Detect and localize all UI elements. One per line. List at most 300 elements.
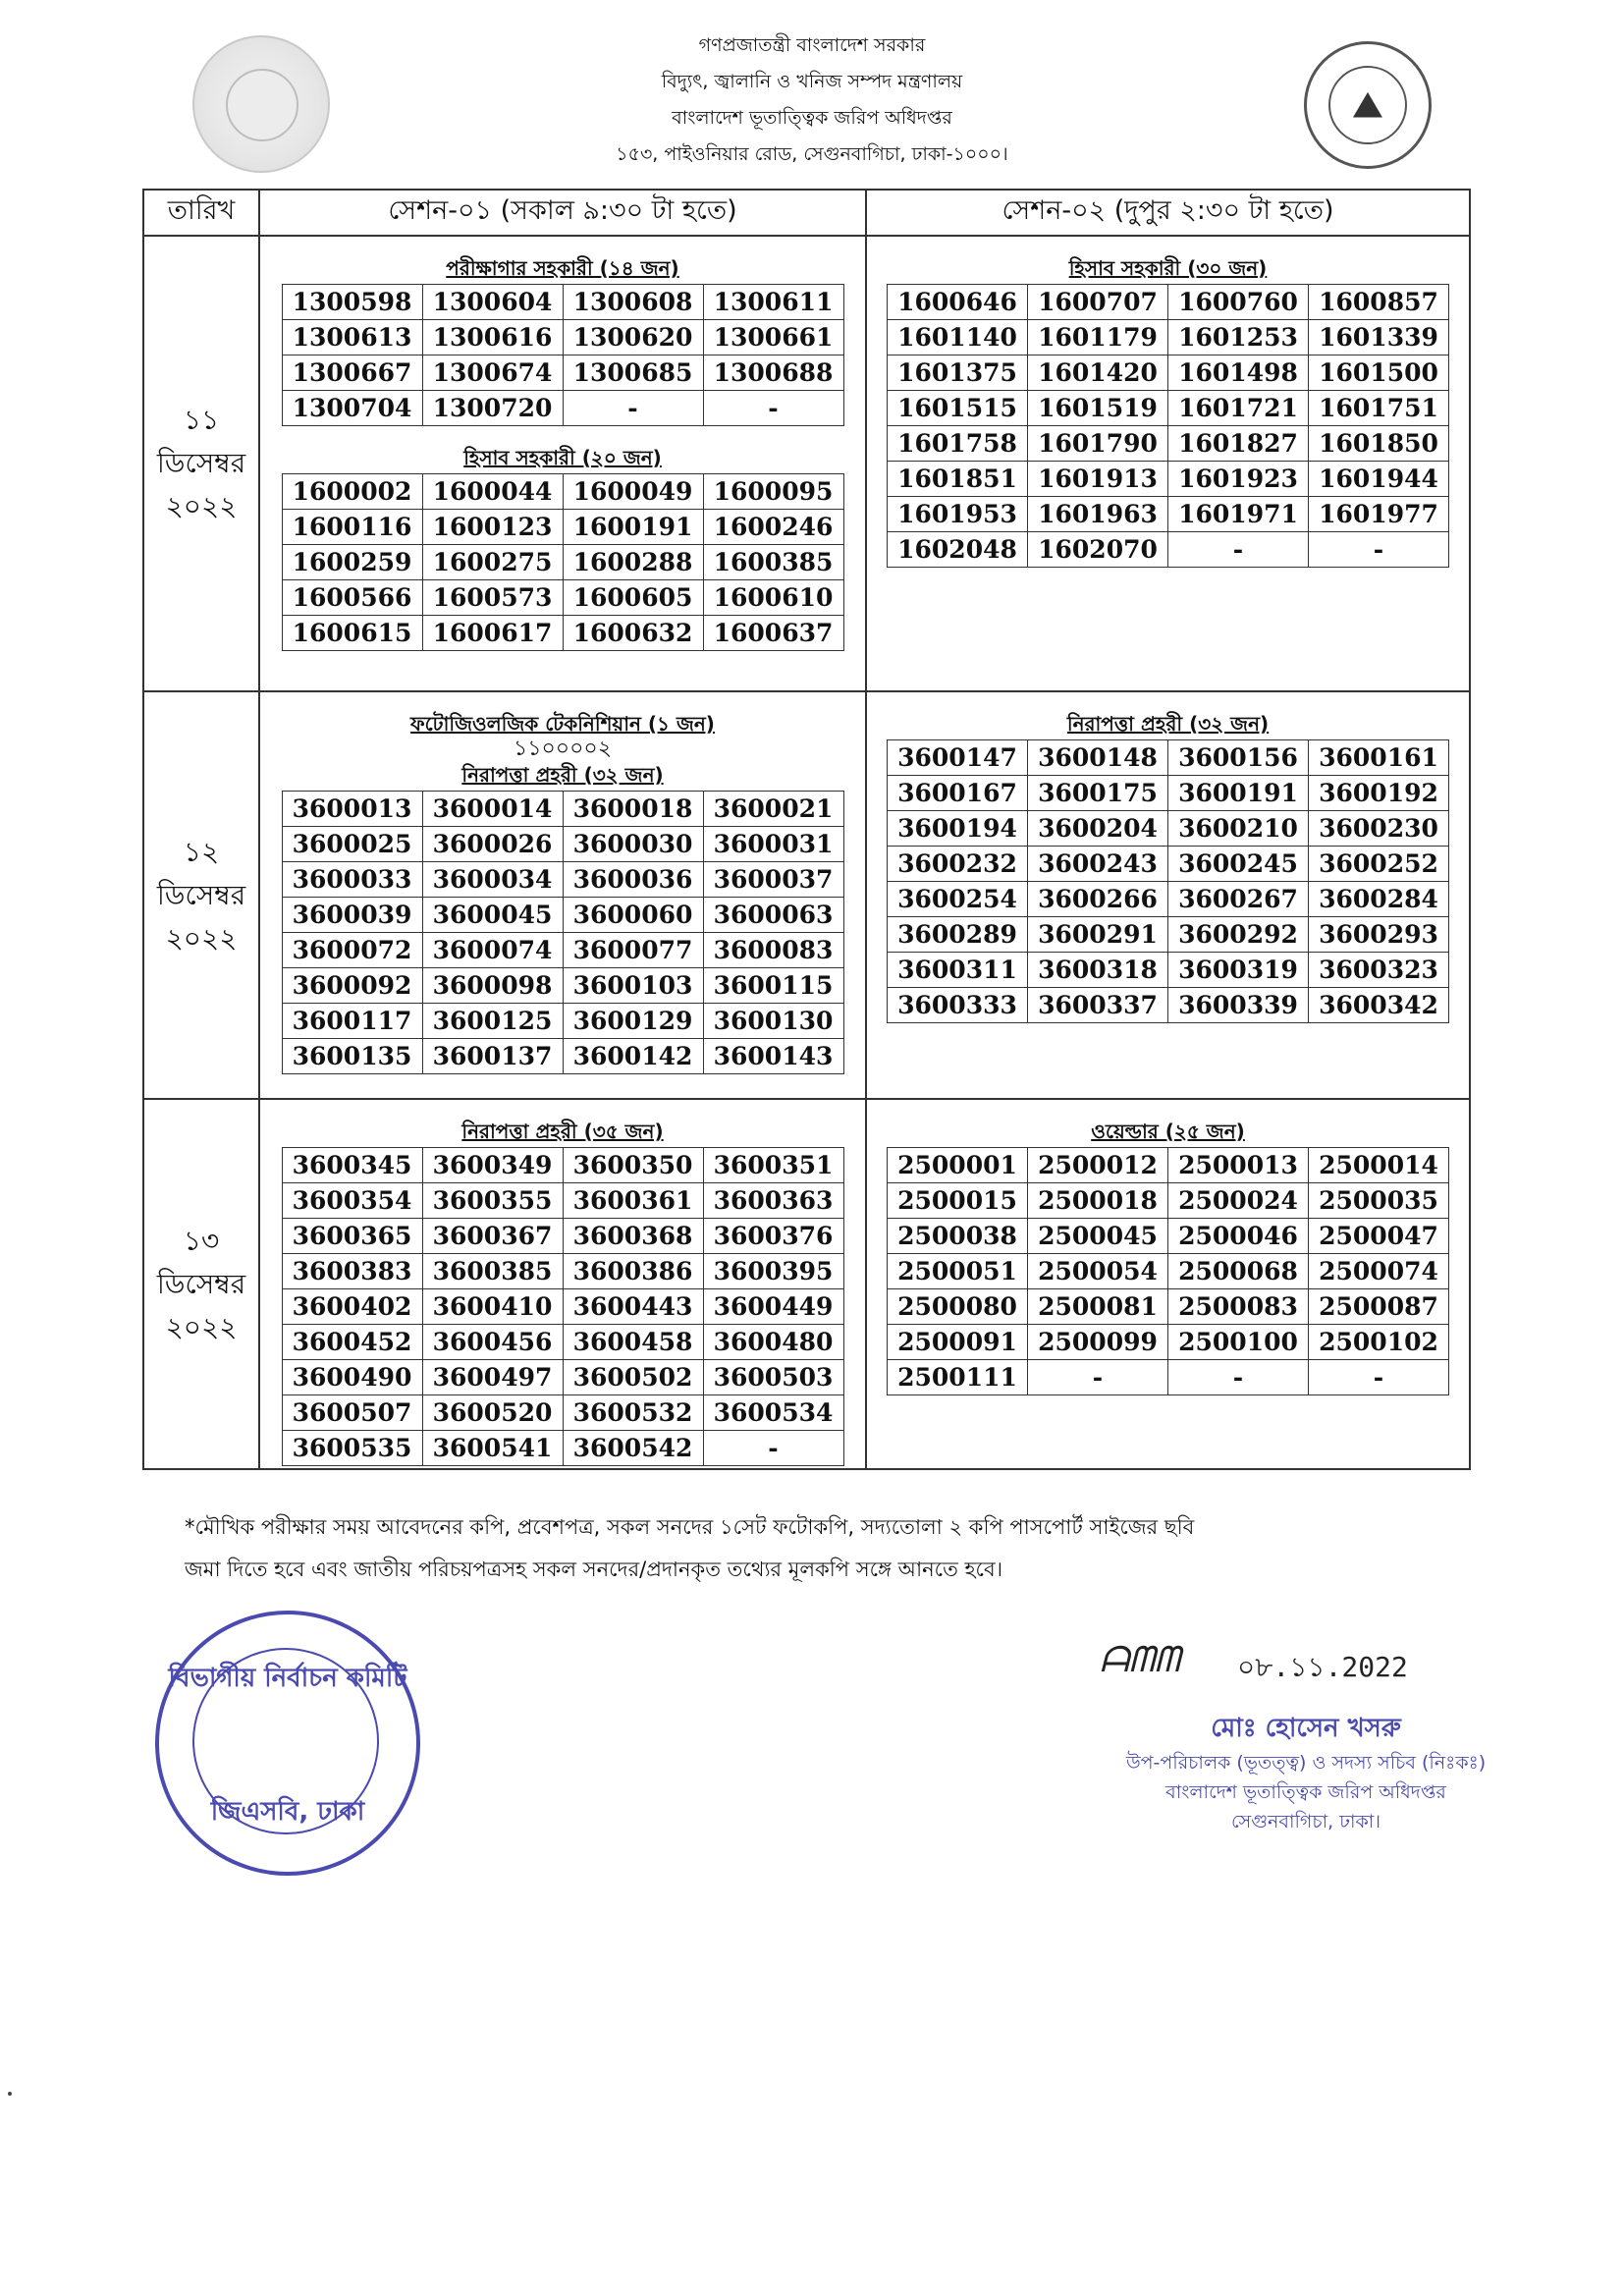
roll-number-cell: 3600532 bbox=[563, 1395, 703, 1431]
roll-number-cell: 3600142 bbox=[563, 1039, 703, 1074]
roll-number-cell: 2500051 bbox=[888, 1254, 1028, 1289]
table-row bbox=[282, 355, 843, 391]
roll-number-cell: 3600083 bbox=[703, 933, 843, 968]
note-line-1: *মৌখিক পরীক্ষার সময় আবেদনের কপি, প্রবেশপত্র, সকল সনদের ১সেট ফটোকপি, সদ্যতোলা ২ কপি পাসপোর্ট সাইজের ছবি bbox=[185, 1515, 1195, 1539]
roll-number-cell: 3600386 bbox=[563, 1254, 703, 1289]
roll-number-cell: 1601519 bbox=[1028, 391, 1168, 426]
gsb-logo: ⛰ bbox=[1304, 41, 1432, 169]
date-cell bbox=[143, 691, 259, 1099]
signatory-city: সেগুনবাগিচা, ঢাকা। bbox=[1230, 1811, 1381, 1832]
session1-cell bbox=[259, 236, 866, 691]
roll-number-cell: 1600123 bbox=[422, 510, 563, 545]
roll-number-cell: 3600143 bbox=[703, 1039, 843, 1074]
roll-number-cell: - bbox=[703, 1431, 843, 1466]
roll-number-cell: 1601140 bbox=[888, 320, 1028, 355]
roll-number-cell: 1601375 bbox=[888, 355, 1028, 391]
table-row bbox=[888, 462, 1449, 497]
roll-number-cell: 1300667 bbox=[282, 355, 422, 391]
roll-number-cell: 3600013 bbox=[282, 792, 422, 827]
header-line-government: গণপ্রজাতন্ত্রী বাংলাদেশ সরকার bbox=[698, 34, 926, 56]
roll-number-cell: 1601971 bbox=[1168, 497, 1309, 532]
roll-number-cell: 2500047 bbox=[1309, 1219, 1449, 1254]
roll-number-cell: 3600319 bbox=[1168, 953, 1309, 988]
roll-number-cell: 1600760 bbox=[1168, 285, 1309, 320]
session1-cell bbox=[259, 1099, 866, 1469]
roll-number-cell: 1602070 bbox=[1028, 532, 1168, 568]
roll-number-cell: 3600103 bbox=[563, 968, 703, 1004]
roll-number-cell: - bbox=[1309, 532, 1449, 568]
date-year: ২০২২ bbox=[165, 921, 238, 955]
roll-number-cell: 2500001 bbox=[888, 1148, 1028, 1183]
post-section bbox=[260, 761, 865, 1074]
roll-number-cell: 1601339 bbox=[1309, 320, 1449, 355]
roll-number-cell: 1300598 bbox=[282, 285, 422, 320]
roll-number-cell: 3600031 bbox=[703, 827, 843, 862]
roll-number-cell: 1600246 bbox=[703, 510, 843, 545]
roll-number-cell: 3600443 bbox=[563, 1289, 703, 1325]
roll-number-cell: 3600345 bbox=[282, 1148, 422, 1183]
signatory-designation: উপ-পরিচালক (ভূতত্ত্ব) ও সদস্য সচিব (নিঃকঃ) bbox=[1125, 1752, 1487, 1774]
column-header-session2: সেশন-০২ (দুপুর ২:৩০ টা হতে) bbox=[866, 190, 1470, 236]
roll-number-cell: 1601977 bbox=[1309, 497, 1449, 532]
roll-number-cell: 3600025 bbox=[282, 827, 422, 862]
roll-number-cell: 3600337 bbox=[1028, 988, 1168, 1023]
roll-number-cell: 3600161 bbox=[1309, 740, 1449, 776]
schedule-row bbox=[143, 1099, 1470, 1469]
roll-number-cell: 3600284 bbox=[1309, 882, 1449, 917]
roll-number-cell: 3600458 bbox=[563, 1325, 703, 1360]
table-row bbox=[282, 1183, 843, 1219]
table-row bbox=[282, 1360, 843, 1395]
post-title: ওয়েল্ডার (২৫ জন) bbox=[1091, 1120, 1245, 1143]
roll-number-cell: 2500111 bbox=[888, 1360, 1028, 1395]
roll-number-cell: 3600266 bbox=[1028, 882, 1168, 917]
roll-number-cell: 3600410 bbox=[422, 1289, 563, 1325]
roll-number-cell: 3600542 bbox=[563, 1431, 703, 1466]
table-row bbox=[282, 580, 843, 616]
table-row bbox=[282, 285, 843, 320]
roll-number-cell: 1300620 bbox=[563, 320, 703, 355]
roll-number-cell: 3600497 bbox=[422, 1360, 563, 1395]
roll-number-cell: 2500035 bbox=[1309, 1183, 1449, 1219]
roll-number-cell: 1601253 bbox=[1168, 320, 1309, 355]
table-row bbox=[282, 1219, 843, 1254]
roll-single: ১১০০০০২ bbox=[513, 737, 613, 761]
table-row bbox=[282, 933, 843, 968]
roll-number-cell: 3600115 bbox=[703, 968, 843, 1004]
roll-number-cell: 1300720 bbox=[422, 391, 563, 426]
roll-number-cell: 1601721 bbox=[1168, 391, 1309, 426]
roll-number-cell: 1600049 bbox=[563, 474, 703, 510]
roll-number-cell: 3600074 bbox=[422, 933, 563, 968]
roll-number-cell: 2500099 bbox=[1028, 1325, 1168, 1360]
table-row bbox=[888, 426, 1449, 462]
roll-number-cell: 3600037 bbox=[703, 862, 843, 898]
header-line-ministry: বিদ্যুৎ, জ্বালানি ও খনিজ সম্পদ মন্ত্রণালয় bbox=[661, 71, 963, 92]
roll-number-cell: 2500074 bbox=[1309, 1254, 1449, 1289]
date-year: ২০২২ bbox=[165, 1310, 238, 1343]
roll-number-cell: 2500068 bbox=[1168, 1254, 1309, 1289]
roll-number-cell: 1600275 bbox=[422, 545, 563, 580]
table-row bbox=[282, 898, 843, 933]
roll-number-cell: 1600615 bbox=[282, 616, 422, 651]
roll-number-cell: 1600259 bbox=[282, 545, 422, 580]
instruction-note bbox=[185, 1506, 1451, 1591]
roll-number-cell: 3600230 bbox=[1309, 811, 1449, 847]
roll-number-cell: 1600116 bbox=[282, 510, 422, 545]
roll-grid bbox=[282, 791, 844, 1074]
table-row bbox=[888, 355, 1449, 391]
roll-number-cell: 3600367 bbox=[422, 1219, 563, 1254]
roll-number-cell: 2500046 bbox=[1168, 1219, 1309, 1254]
scan-speck bbox=[8, 2092, 12, 2096]
roll-number-cell: 3600130 bbox=[703, 1004, 843, 1039]
note-line-2: জমা দিতে হবে এবং জাতীয় পরিচয়পত্রসহ সকল সনদের/প্রদানকৃত তথ্যের মূলকপি সঙ্গে আনতে হবে। bbox=[185, 1558, 1003, 1581]
roll-number-cell: 2500102 bbox=[1309, 1325, 1449, 1360]
table-row bbox=[282, 1289, 843, 1325]
roll-number-cell: 3600232 bbox=[888, 847, 1028, 882]
roll-number-cell: 2500024 bbox=[1168, 1183, 1309, 1219]
roll-number-cell: 1600646 bbox=[888, 285, 1028, 320]
date-month: ডিসেম্বর bbox=[156, 1267, 246, 1300]
roll-number-cell: 1600566 bbox=[282, 580, 422, 616]
table-row bbox=[888, 953, 1449, 988]
roll-number-cell: 3600148 bbox=[1028, 740, 1168, 776]
post-section bbox=[260, 254, 865, 426]
roll-number-cell: 3600490 bbox=[282, 1360, 422, 1395]
roll-number-cell: 2500054 bbox=[1028, 1254, 1168, 1289]
roll-number-cell: 1300613 bbox=[282, 320, 422, 355]
post-title: হিসাব সহকারী (৩০ জন) bbox=[1068, 256, 1268, 280]
roll-number-cell: 3600350 bbox=[563, 1148, 703, 1183]
roll-number-cell: 3600036 bbox=[563, 862, 703, 898]
post-title: পরীক্ষাগার সহকারী (১৪ জন) bbox=[446, 256, 679, 280]
roll-grid bbox=[887, 1147, 1449, 1395]
roll-number-cell: 1601751 bbox=[1309, 391, 1449, 426]
roll-number-cell: 3600125 bbox=[422, 1004, 563, 1039]
roll-number-cell: 3600063 bbox=[703, 898, 843, 933]
table-row bbox=[888, 740, 1449, 776]
roll-number-cell: 3600363 bbox=[703, 1183, 843, 1219]
roll-number-cell: 3600333 bbox=[888, 988, 1028, 1023]
roll-number-cell: 3600267 bbox=[1168, 882, 1309, 917]
roll-number-cell: 3600292 bbox=[1168, 917, 1309, 953]
roll-number-cell: 3600204 bbox=[1028, 811, 1168, 847]
roll-number-cell: 1601913 bbox=[1028, 462, 1168, 497]
roll-number-cell: 3600507 bbox=[282, 1395, 422, 1431]
roll-number-cell: 3600456 bbox=[422, 1325, 563, 1360]
date-day: ১৩ bbox=[183, 1224, 220, 1257]
roll-number-cell: 1601963 bbox=[1028, 497, 1168, 532]
roll-number-cell: 2500045 bbox=[1028, 1219, 1168, 1254]
post-section bbox=[867, 254, 1469, 568]
roll-number-cell: 3600289 bbox=[888, 917, 1028, 953]
roll-number-cell: 3600383 bbox=[282, 1254, 422, 1289]
roll-grid bbox=[282, 284, 844, 426]
roll-number-cell: 1601944 bbox=[1309, 462, 1449, 497]
roll-number-cell: - bbox=[1168, 532, 1309, 568]
date-month: ডিসেম্বর bbox=[156, 447, 246, 479]
roll-number-cell: 1601498 bbox=[1168, 355, 1309, 391]
roll-number-cell: - bbox=[1309, 1360, 1449, 1395]
roll-number-cell: 3600077 bbox=[563, 933, 703, 968]
roll-number-cell: 1600857 bbox=[1309, 285, 1449, 320]
roll-number-cell: 3600014 bbox=[422, 792, 563, 827]
roll-number-cell: 3600147 bbox=[888, 740, 1028, 776]
table-row bbox=[282, 1431, 843, 1466]
roll-number-cell: 1601758 bbox=[888, 426, 1028, 462]
table-row bbox=[888, 1325, 1449, 1360]
table-row bbox=[282, 320, 843, 355]
roll-number-cell: 2500018 bbox=[1028, 1183, 1168, 1219]
roll-number-cell: 1300685 bbox=[563, 355, 703, 391]
roll-number-cell: 1601850 bbox=[1309, 426, 1449, 462]
post-section bbox=[867, 1118, 1469, 1395]
header-line-address: ১৫৩, পাইওনিয়ার রোড, সেগুনবাগিচা, ঢাকা-১০০০। bbox=[616, 143, 1008, 165]
roll-number-cell: 2500015 bbox=[888, 1183, 1028, 1219]
table-row bbox=[888, 847, 1449, 882]
session2-cell bbox=[866, 236, 1470, 691]
table-row bbox=[888, 988, 1449, 1023]
post-title: নিরাপত্তা প্রহরী (৩৫ জন) bbox=[461, 1120, 664, 1143]
roll-grid bbox=[887, 739, 1449, 1023]
table-row bbox=[282, 1254, 843, 1289]
roll-number-cell: 3600167 bbox=[888, 776, 1028, 811]
roll-number-cell: 3600194 bbox=[888, 811, 1028, 847]
roll-number-cell: 3600175 bbox=[1028, 776, 1168, 811]
table-row bbox=[282, 1395, 843, 1431]
roll-number-cell: 3600034 bbox=[422, 862, 563, 898]
roll-number-cell: 1601179 bbox=[1028, 320, 1168, 355]
roll-number-cell: 1600095 bbox=[703, 474, 843, 510]
roll-number-cell: 3600092 bbox=[282, 968, 422, 1004]
date-month: ডিসেম্বর bbox=[156, 878, 246, 911]
roll-number-cell: 2500091 bbox=[888, 1325, 1028, 1360]
roll-number-cell: 3600026 bbox=[422, 827, 563, 862]
roll-number-cell: 3600060 bbox=[563, 898, 703, 933]
roll-number-cell: 1601420 bbox=[1028, 355, 1168, 391]
roll-number-cell: 1300704 bbox=[282, 391, 422, 426]
roll-number-cell: 3600385 bbox=[422, 1254, 563, 1289]
table-row bbox=[282, 1039, 843, 1074]
table-row bbox=[282, 1004, 843, 1039]
post-title: নিরাপত্তা প্রহরী (৩২ জন) bbox=[1066, 712, 1270, 736]
roll-number-cell: 2500080 bbox=[888, 1289, 1028, 1325]
roll-number-cell: 3600355 bbox=[422, 1183, 563, 1219]
stamp-text-top: বিভাগীয় নির্বাচন কমিটি bbox=[168, 1664, 407, 1693]
roll-number-cell: 2500038 bbox=[888, 1219, 1028, 1254]
table-row bbox=[282, 391, 843, 426]
roll-number-cell: 3600339 bbox=[1168, 988, 1309, 1023]
roll-number-cell: 1300661 bbox=[703, 320, 843, 355]
schedule-body bbox=[143, 236, 1470, 1469]
roll-number-cell: 2500012 bbox=[1028, 1148, 1168, 1183]
roll-number-cell: 3600449 bbox=[703, 1289, 843, 1325]
roll-number-cell: - bbox=[563, 391, 703, 426]
roll-number-cell: 3600156 bbox=[1168, 740, 1309, 776]
roll-number-cell: 1602048 bbox=[888, 532, 1028, 568]
date-day: ১১ bbox=[183, 404, 220, 436]
signatory-office: বাংলাদেশ ভূতাত্ত্বিক জরিপ অধিদপ্তর bbox=[1165, 1781, 1446, 1803]
roll-number-cell: 3600252 bbox=[1309, 847, 1449, 882]
table-row bbox=[282, 827, 843, 862]
stamp-text-bottom: জিএসবি, ঢাকা bbox=[210, 1797, 365, 1827]
roll-number-cell: 3600192 bbox=[1309, 776, 1449, 811]
roll-number-cell: 1600288 bbox=[563, 545, 703, 580]
roll-number-cell: 1600605 bbox=[563, 580, 703, 616]
roll-number-cell: 1300674 bbox=[422, 355, 563, 391]
roll-number-cell: 1600191 bbox=[563, 510, 703, 545]
signature-scribble: ᗩᗰᗰ bbox=[1100, 1640, 1180, 1680]
table-row bbox=[282, 862, 843, 898]
roll-number-cell: 1300688 bbox=[703, 355, 843, 391]
table-row bbox=[282, 1148, 843, 1183]
roll-number-cell: 2500013 bbox=[1168, 1148, 1309, 1183]
roll-number-cell: 1600002 bbox=[282, 474, 422, 510]
roll-number-cell: 3600045 bbox=[422, 898, 563, 933]
date-day: ১২ bbox=[183, 835, 220, 868]
table-row bbox=[888, 285, 1449, 320]
roll-number-cell: 3600503 bbox=[703, 1360, 843, 1395]
roll-number-cell: 3600254 bbox=[888, 882, 1028, 917]
session1-cell bbox=[259, 691, 866, 1099]
roll-number-cell: 3600137 bbox=[422, 1039, 563, 1074]
roll-number-cell: 3600535 bbox=[282, 1431, 422, 1466]
roll-number-cell: 1300608 bbox=[563, 285, 703, 320]
roll-number-cell: 2500100 bbox=[1168, 1325, 1309, 1360]
roll-number-cell: 3600191 bbox=[1168, 776, 1309, 811]
roll-number-cell: 3600376 bbox=[703, 1219, 843, 1254]
roll-number-cell: 3600452 bbox=[282, 1325, 422, 1360]
roll-number-cell: 3600534 bbox=[703, 1395, 843, 1431]
roll-number-cell: 1600385 bbox=[703, 545, 843, 580]
date-cell bbox=[143, 236, 259, 691]
roll-number-cell: 1600573 bbox=[422, 580, 563, 616]
roll-number-cell: 3600323 bbox=[1309, 953, 1449, 988]
roll-number-cell: 1601515 bbox=[888, 391, 1028, 426]
roll-number-cell: 3600311 bbox=[888, 953, 1028, 988]
signature-date: ০৮.১১.2022 bbox=[1237, 1651, 1408, 1683]
header-line-department: বাংলাদেশ ভূতাত্ত্বিক জরিপ অধিদপ্তর bbox=[672, 107, 952, 129]
post-section bbox=[260, 710, 865, 761]
roll-number-cell: 3600351 bbox=[703, 1148, 843, 1183]
table-row bbox=[282, 616, 843, 651]
roll-number-cell: 3600129 bbox=[563, 1004, 703, 1039]
roll-number-cell: 3600033 bbox=[282, 862, 422, 898]
roll-number-cell: 3600520 bbox=[422, 1395, 563, 1431]
session2-cell bbox=[866, 691, 1470, 1099]
date-year: ২০২২ bbox=[165, 490, 238, 522]
roll-number-cell: 3600349 bbox=[422, 1148, 563, 1183]
roll-number-cell: 3600342 bbox=[1309, 988, 1449, 1023]
roll-number-cell: 3600021 bbox=[703, 792, 843, 827]
roll-number-cell: 1300611 bbox=[703, 285, 843, 320]
committee-stamp bbox=[155, 1611, 420, 1876]
roll-number-cell: 3600368 bbox=[563, 1219, 703, 1254]
letterhead bbox=[0, 27, 1624, 173]
table-row bbox=[888, 1148, 1449, 1183]
roll-number-cell: 1601790 bbox=[1028, 426, 1168, 462]
schedule-row bbox=[143, 236, 1470, 691]
table-row bbox=[888, 776, 1449, 811]
roll-number-cell: 1600632 bbox=[563, 616, 703, 651]
roll-grid bbox=[887, 284, 1449, 568]
roll-number-cell: 2500014 bbox=[1309, 1148, 1449, 1183]
roll-number-cell: 3600361 bbox=[563, 1183, 703, 1219]
roll-number-cell: 3600039 bbox=[282, 898, 422, 933]
roll-number-cell: 1601953 bbox=[888, 497, 1028, 532]
table-row bbox=[888, 811, 1449, 847]
roll-number-cell: 1601500 bbox=[1309, 355, 1449, 391]
roll-number-cell: 1600610 bbox=[703, 580, 843, 616]
roll-number-cell: 1300616 bbox=[422, 320, 563, 355]
table-row bbox=[888, 1219, 1449, 1254]
table-row bbox=[282, 792, 843, 827]
session2-cell bbox=[866, 1099, 1470, 1469]
roll-number-cell: 1601827 bbox=[1168, 426, 1309, 462]
date-cell bbox=[143, 1099, 259, 1469]
roll-number-cell: 2500087 bbox=[1309, 1289, 1449, 1325]
table-header-row bbox=[143, 190, 1470, 236]
post-title: ফটোজিওলজিক টেকনিশিয়ান (১ জন) bbox=[410, 712, 715, 736]
roll-grid bbox=[282, 473, 844, 651]
roll-number-cell: 3600402 bbox=[282, 1289, 422, 1325]
signatory-stamp bbox=[1051, 1709, 1561, 1836]
roll-number-cell: 1600617 bbox=[422, 616, 563, 651]
column-header-date: তারিখ bbox=[143, 190, 259, 236]
post-section bbox=[867, 710, 1469, 1023]
roll-number-cell: - bbox=[1168, 1360, 1309, 1395]
table-row bbox=[888, 1183, 1449, 1219]
post-section bbox=[260, 444, 865, 651]
roll-number-cell: 1600044 bbox=[422, 474, 563, 510]
table-row bbox=[888, 1254, 1449, 1289]
roll-number-cell: 1601923 bbox=[1168, 462, 1309, 497]
table-row bbox=[888, 532, 1449, 568]
table-row bbox=[282, 545, 843, 580]
roll-number-cell: 3600354 bbox=[282, 1183, 422, 1219]
roll-number-cell: 3600291 bbox=[1028, 917, 1168, 953]
roll-number-cell: 1600637 bbox=[703, 616, 843, 651]
roll-number-cell: 3600245 bbox=[1168, 847, 1309, 882]
post-title: নিরাপত্তা প্রহরী (৩২ জন) bbox=[461, 763, 664, 787]
exam-schedule-table bbox=[142, 189, 1471, 1470]
roll-number-cell: 2500083 bbox=[1168, 1289, 1309, 1325]
roll-number-cell: 3600395 bbox=[703, 1254, 843, 1289]
table-row bbox=[888, 497, 1449, 532]
table-row bbox=[282, 968, 843, 1004]
roll-number-cell: 3600117 bbox=[282, 1004, 422, 1039]
roll-number-cell: 1300604 bbox=[422, 285, 563, 320]
roll-number-cell: 1601851 bbox=[888, 462, 1028, 497]
signature-line bbox=[1100, 1640, 1473, 1689]
table-row bbox=[888, 917, 1449, 953]
table-row bbox=[888, 1360, 1449, 1395]
roll-number-cell: 3600541 bbox=[422, 1431, 563, 1466]
roll-number-cell: 3600098 bbox=[422, 968, 563, 1004]
roll-number-cell: 3600365 bbox=[282, 1219, 422, 1254]
roll-number-cell: 3600135 bbox=[282, 1039, 422, 1074]
column-header-session1: সেশন-০১ (সকাল ৯:৩০ টা হতে) bbox=[259, 190, 866, 236]
roll-number-cell: 3600293 bbox=[1309, 917, 1449, 953]
roll-number-cell: 3600318 bbox=[1028, 953, 1168, 988]
table-row bbox=[282, 510, 843, 545]
roll-number-cell: 1600707 bbox=[1028, 285, 1168, 320]
roll-number-cell: 2500081 bbox=[1028, 1289, 1168, 1325]
table-row bbox=[888, 320, 1449, 355]
roll-number-cell: 3600018 bbox=[563, 792, 703, 827]
roll-number-cell: 3600480 bbox=[703, 1325, 843, 1360]
